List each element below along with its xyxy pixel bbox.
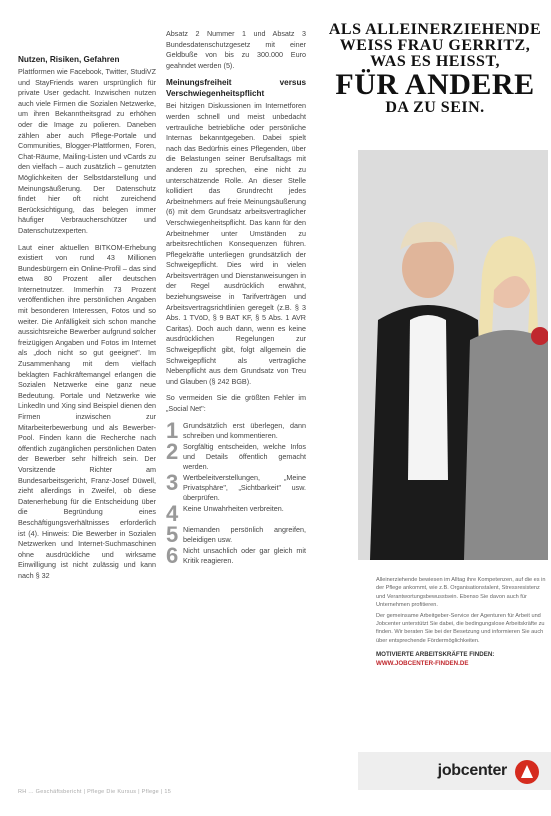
- ad-paragraph: Alleinerziehende bewiesen im Alltag ihre Kompetenzen, auf die es in der Pflege ankommt, wie z.B. Organisationstalent, Stressresistenz und Verantwortungsbewusstsein. Ebenso Sie davon auch für Unternehmen profitieren.: [376, 577, 546, 609]
- photo-two-women: [358, 150, 548, 560]
- list-text: Nicht unsachlich oder gar gleich mit Kritik reagieren.: [183, 545, 306, 565]
- logo-bar: [358, 752, 551, 790]
- list-number: 4: [166, 500, 179, 526]
- article-column-2: [166, 29, 306, 567]
- headline-line: FÜR ANDERE: [335, 68, 535, 101]
- list-item: [166, 500, 306, 526]
- jobcenter-logo-icon: [515, 760, 539, 784]
- paragraph: Laut einer aktuellen BITKOM-Erhebung existiert von rund 43 Millionen Bundesbürgern ein Online-Profil – das sind etwa 80 Prozent aller deutschen Internetnutzer. Immerhin 73 Prozent veröffentlichen ihre persönlichen Angaben mit besonderen Interessen, Fotos und so weiter. Die Anfälligkeit sich schon manche aussichtsreiche Bewerber aufgrund solcher freizügigen Angaben und Fotos im Internet als „doch nicht so gut geeignet". Im Zusammenhang mit dem vielfach beklagten Fachkräftemangel erlangen die Sozialen Netzwerke eine ganz neue Bedeutung. Portale und Netzwerke wie LinkedIn und Xing sind Beispiel dienen den Firmen inzwischen zur Mitarbeiterbewerbung und als Bewerber-Pool. Finden kann die Recherche nach öffentlich zugänglichen persönlichen Daten der Bewerber sehr hilfreich sein. Der Vorsitzende Richter am Bundesarbeitsgericht, Franz-Josef Düwell, zieht allerdings in Zweifel, ob diese Datenerhebung für die Entscheidung über die Begründung eines Beschäftigungsverhältnisses erforderlich ist (4). Hinweis: Die Bewerber in Sozialen Netzwerken und Internet-Suchmaschinen ohne ausdrückliche und wirksame Einwilligung ist nicht zulässig und kann nach § 32: [18, 242, 156, 580]
- list-item: [166, 417, 306, 443]
- ad-paragraph: Der gemeinsame Arbeitgeber-Service der Agenturen für Arbeit und Jobcenter unterstützt Sie dabei, die bedingungslose Arbeitskräfte zu finden. Wir beraten Sie bei der Besetzung und informieren Sie auch über entsprechende Fördermöglichkeiten.: [376, 612, 545, 644]
- ad-body: [376, 576, 546, 668]
- page-footer: RH ... Geschäftsbericht | Pflege Die Kursus | Pflege | 15: [18, 789, 172, 795]
- list-item: [166, 469, 306, 503]
- list-number: 1: [166, 417, 179, 443]
- headline-line: ALS ALLEINERZIEHENDE: [328, 21, 542, 38]
- list-item: [166, 438, 306, 472]
- headline-line: DA ZU SEIN.: [385, 99, 485, 116]
- section-heading: Nutzen, Risiken, Gefahren: [18, 55, 120, 64]
- list-number: 6: [166, 542, 179, 568]
- list-number: 3: [166, 469, 179, 495]
- list-text: Keine Unwahrheiten verbreiten.: [183, 503, 284, 513]
- headline-line: WAS ES HEISST,: [370, 53, 500, 70]
- paragraph: Plattformen wie Facebook, Twitter, StudiVZ und StayFriends waren ursprünglich für private User gedacht. Inzwischen nutzen auch viele Firmen die Sozialen Netzwerke, um ihren Bekanntheitsgrad zu erhöhen oder die Image zu polieren. Daneben zählen aber auch Pflege-Portale und Communities, Blogger-Plattformen, Foren, Chat-Räume, Mailing-Listen und vCards zu den vielfach – auch zusätzlich – genutzten Möglichkeiten der Selbstdarstellung und Meinungsäußerung. Der Datenschutz findet hier oft nicht zureichend Berücksichtigung, das belegen immer häufiger Verbraucherschützer und Datenschutzexperten.: [18, 67, 156, 235]
- list-number: 2: [166, 438, 179, 464]
- list-text: Wertbeleitverstellungen, „Meine Privatsphäre", „Sichtbarkeit" usw. überprüfen.: [183, 472, 306, 502]
- photo-illustration: [358, 150, 548, 560]
- paragraph: So vermeiden Sie die größten Fehler im „Social Net":: [166, 393, 306, 413]
- list-text: Grundsätzlich erst überlegen, dann schreiben und kommentieren.: [183, 420, 306, 440]
- tips-list: [166, 417, 306, 568]
- headline-line: WEISS FRAU GERRITZ,: [339, 37, 531, 54]
- list-item: [166, 521, 306, 547]
- list-text: Niemanden persönlich angreifen, beleidigen usw.: [183, 524, 306, 544]
- jobcenter-advertisement: [318, 0, 551, 816]
- list-number: 5: [166, 521, 179, 547]
- paragraph: Absatz 2 Nummer 1 und Absatz 3 Bundesdatenschutzgesetz mit einer Geldbuße von bis zu 300.000 Euro geahndet werden (5).: [166, 29, 306, 70]
- ad-website-link[interactable]: WWW.JOBCENTER-FINDEN.DE: [376, 659, 469, 667]
- section-heading: Meinungsfreiheit versus Verschwiegenheitspflicht: [166, 78, 306, 99]
- paragraph: Bei hitzigen Diskussionen im Internetforen werden schnell und meist unbedacht vertrauliche betriebliche oder persönliche Internas bekanntgegeben. Dabei spielt nach das Bedürfnis eines Pflegenden, über die Belastungen seiner Berufsalltags mit anderen zu sprechen, eine nicht zu unterschätzende Rolle. An dieser Stelle kollidiert das Grundrecht jedes Arbeitnehmers auf freie Meinungsäußerung (6) mit dem Grundsatz arbeitsvertraglicher Verschwiegenheitspflicht. Das kann für den Arbeitnehmer unter Umständen zu arbeitsrechtlichen Konsequenzen führen. Pflegekräfte unterliegen grundsätzlich der Schweigepflicht. Dies wird in vielen Arbeitsverträgen und Dienstanweisungen in der Regel ausdrücklich erwähnt, beziehungsweise in Tarifverträgen und Arbeitsvertragsrichtlinien geregelt (z.B. § 3 Abs. 1 TVöD, § 9 BAT KF, § 5 Abs. 1 AVR Caritas). Doch auch dann, wenn es keine ausdrücklichen Regelungen zur Schweigepflicht gibt, folgt allgemein die Schweigepflicht als vertragliche Nebenpflicht aus dem Grundsatz von Treu und Glauben (§ 242 BGB).: [166, 101, 306, 386]
- article-column-1: [18, 54, 156, 588]
- ad-headline: [322, 22, 548, 116]
- ad-call-to-action: MOTIVIERTE ARBEITSKRÄFTE FINDEN:: [376, 651, 495, 659]
- jobcenter-logo-text: jobcenter: [437, 762, 507, 779]
- list-item: [166, 542, 306, 568]
- list-text: Sorgfältig entscheiden, welche Infos und Details öffentlich gemacht werden.: [183, 441, 306, 471]
